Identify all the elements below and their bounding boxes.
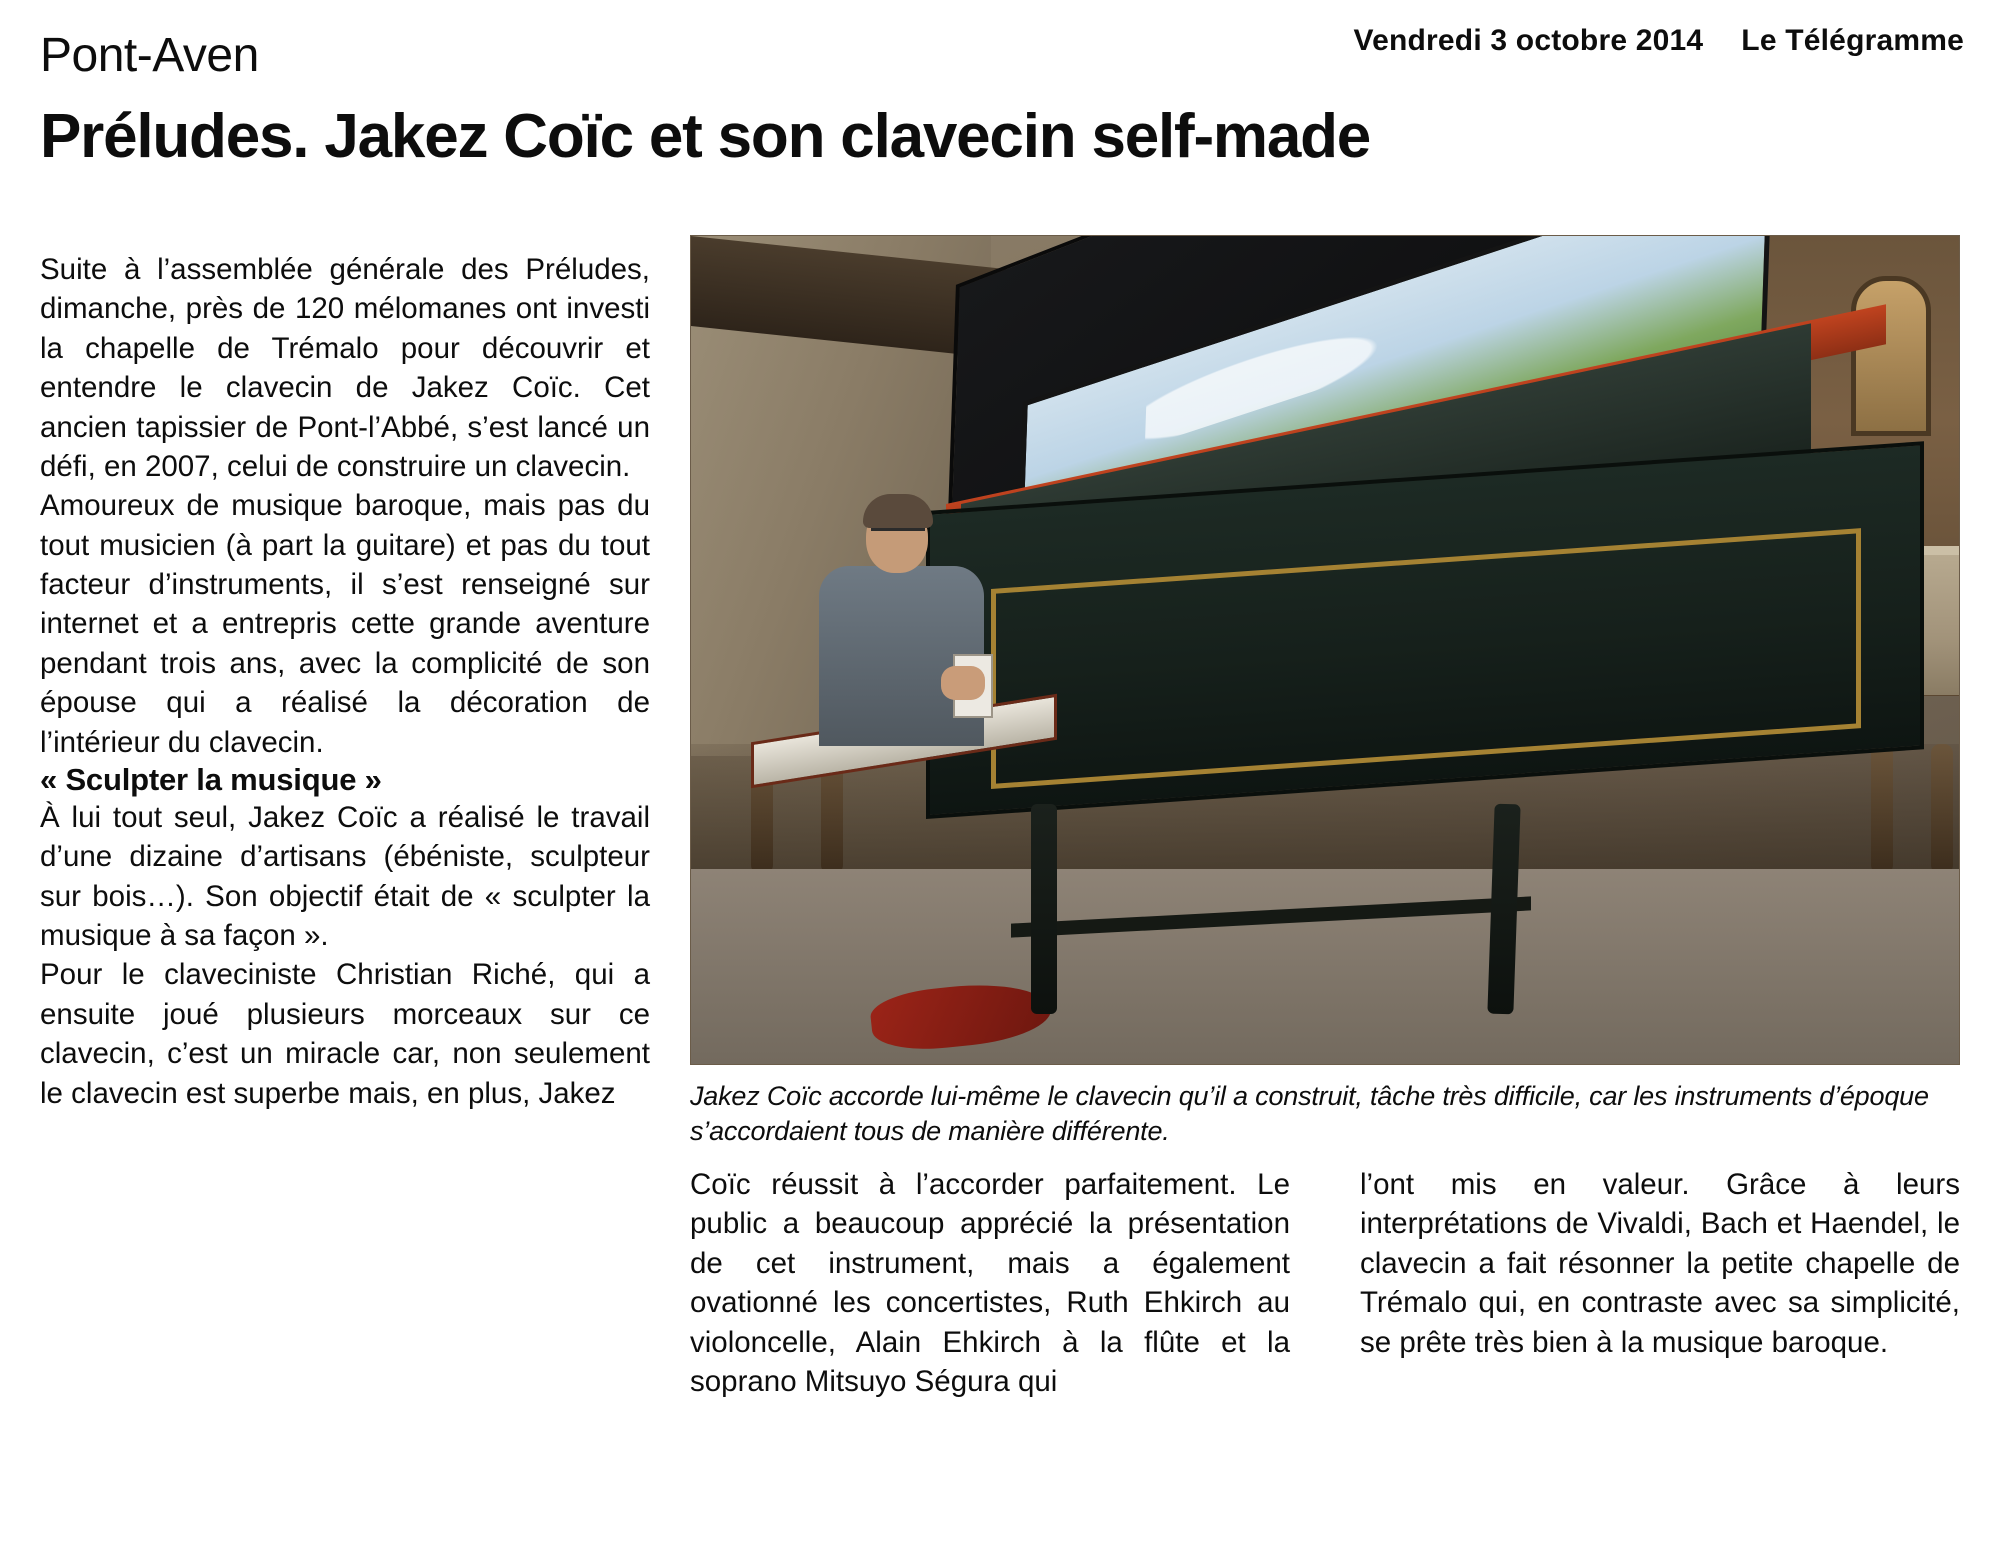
paragraph: À lui tout seul, Jakez Coïc a réalisé le travail d’une dizaine d’artisans (ébéniste, sculpteur sur bois…). Son objectif était de « sculpter la musique à sa façon ». — [40, 800, 650, 952]
paragraph: l’ont mis en valeur. Grâce à leurs interprétations de Vivaldi, Bach et Haendel, le clavecin a fait résonner la petite chapelle de Trémalo qui, en contraste avec sa simplicité, se prête très bien à la musique baroque. — [1360, 1168, 1960, 1359]
harpsichord-leg — [1031, 804, 1057, 1014]
paragraph: Amoureux de musique baroque, mais pas du tout musicien (à part la guitare) et pas du tout facteur d’instruments, il s’est renseigné sur internet et a entrepris cette grande aventure pendant trois ans, avec la complicité de son épouse qui a réalisé la décoration de l’intérieur du clavecin. — [40, 489, 650, 759]
column-left — [40, 250, 650, 1113]
baluster — [1931, 744, 1953, 874]
column-middle — [690, 1165, 1290, 1401]
locality-title: Pont-Aven — [40, 29, 259, 82]
paragraph: Coïc réussit à l’accorder parfaitement. Le public a beaucoup apprécié la présentation de cet instrument, mais a également ovationné les concertistes, Ruth Ehkirch au violoncelle, Alain Ehkirch à la flûte et la soprano Mitsuyo Ségura qui — [690, 1168, 1290, 1398]
page-title: Préludes. Jakez Coïc et son clavecin self-made — [40, 102, 1371, 171]
publication-date: Vendredi 3 octobre 2014 — [1353, 24, 1704, 57]
dateline — [1354, 24, 1964, 58]
altar-niche-secondary — [1851, 276, 1931, 436]
publication-name: Le Télégramme — [1741, 24, 1964, 57]
baluster — [1871, 744, 1893, 874]
paragraph: Suite à l’assemblée générale des Préludes, dimanche, près de 120 mélomanes ont investi la chapelle de Trémalo pour découvrir et entendre le clavecin de Jakez Coïc. Cet ancien tapissier de Pont-l’Abbé, s’est lancé un défi, en 2007, celui de construire un clavecin. — [40, 253, 650, 483]
glasses-icon — [871, 528, 925, 543]
column-right — [1360, 1165, 1960, 1362]
photo-harpsichord-chapel — [690, 235, 1960, 1065]
article-photo-block — [690, 235, 1960, 1149]
subheading: « Sculpter la musique » — [40, 761, 382, 797]
photo-caption: Jakez Coïc accorde lui-même le clavecin qu’il a construit, tâche très difficile, car les instruments d’époque s’accordaient tous de manière différente. — [690, 1081, 1929, 1147]
paragraph: Pour le claveciniste Christian Riché, qui a ensuite joué plusieurs morceaux sur ce clavecin, c’est un miracle car, non seulement le clavecin est superbe mais, en plus, Jakez — [40, 958, 650, 1110]
person-hand — [941, 666, 985, 700]
person-hair — [863, 494, 933, 528]
masthead — [0, 0, 2000, 80]
